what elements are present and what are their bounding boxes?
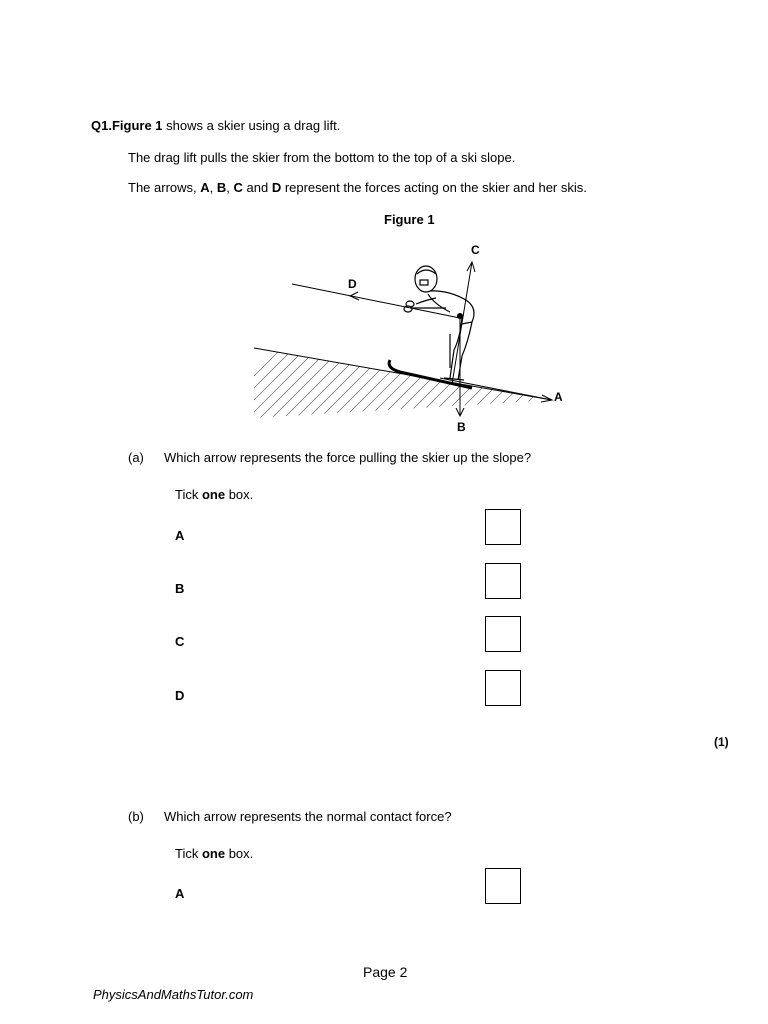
skier xyxy=(404,266,474,380)
part-a-option-c-checkbox[interactable] xyxy=(485,616,521,652)
slope-hatching xyxy=(240,348,580,428)
label-d: D xyxy=(348,277,357,291)
page-number: Page 2 xyxy=(363,964,408,980)
part-a-option-c-label: C xyxy=(175,634,185,649)
figure-caption: Figure 1 xyxy=(384,212,435,227)
part-a-option-a-label: A xyxy=(175,528,185,543)
part-b-label: (b) xyxy=(128,809,144,824)
part-a-instruction: Tick one box. xyxy=(175,487,254,502)
part-a-question: Which arrow represents the force pulling the skier up the slope? xyxy=(164,450,532,465)
label-b: B xyxy=(457,420,466,434)
question-line-2: The drag lift pulls the skier from the bottom to the top of a ski slope. xyxy=(128,150,516,165)
figure-reference: Figure 1 xyxy=(111,118,163,133)
part-a-option-a-checkbox[interactable] xyxy=(485,509,521,545)
part-b-option-a-checkbox[interactable] xyxy=(485,868,521,904)
force-arrow-d xyxy=(292,284,460,318)
question-line-3: The arrows, A, B, C and D represent the forces acting on the skier and her skis. xyxy=(128,180,587,195)
label-a: A xyxy=(554,390,563,404)
part-a-marks: (1) xyxy=(714,735,729,749)
part-b-instruction: Tick one box. xyxy=(175,846,254,861)
question-intro xyxy=(91,118,340,133)
footer-site: PhysicsAndMathsTutor.com xyxy=(93,987,254,1002)
skier-figure xyxy=(240,238,580,438)
part-a-option-b-checkbox[interactable] xyxy=(485,563,521,599)
label-c: C xyxy=(471,243,480,257)
part-b-option-a-label: A xyxy=(175,886,185,901)
question-intro-text: shows a skier using a drag lift. xyxy=(162,118,341,133)
question-number: Q1. xyxy=(91,118,112,133)
part-a-option-d-checkbox[interactable] xyxy=(485,670,521,706)
part-a-option-b-label: B xyxy=(175,581,185,596)
part-b-question: Which arrow represents the normal contact force? xyxy=(164,809,452,824)
part-a-option-d-label: D xyxy=(175,688,185,703)
part-a-label: (a) xyxy=(128,450,144,465)
